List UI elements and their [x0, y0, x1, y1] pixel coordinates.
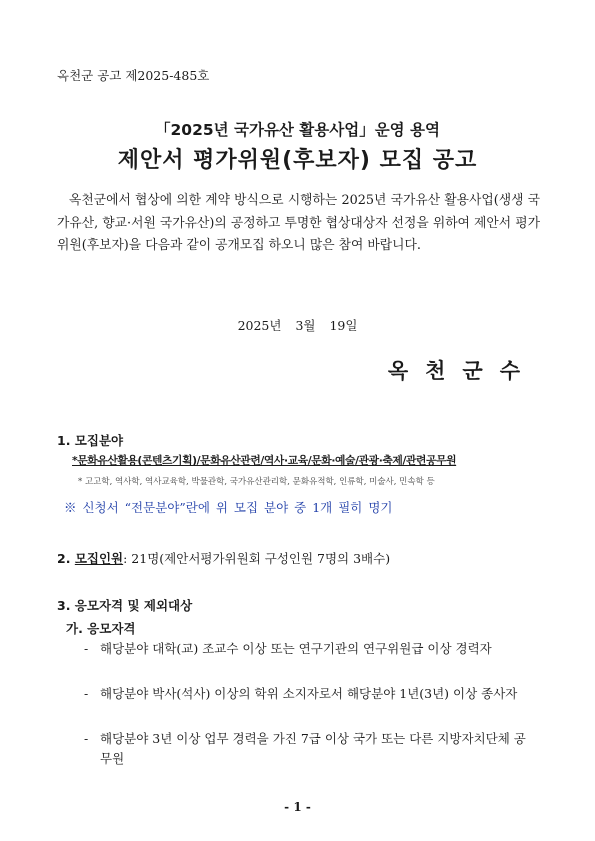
recruit-fields-detail: * 고고학, 역사학, 역사교육학, 박물관학, 국가유산관리학, 문화유적학, 인류학, 미술사, 민속학 등: [78, 477, 435, 487]
issuer-name: 옥천군수: [387, 359, 537, 383]
section-3-heading: 3. 응모자격 및 제외대상: [57, 598, 193, 613]
section-2-heading: [57, 549, 390, 567]
requirement-item: [84, 684, 534, 704]
requirement-item: [84, 639, 534, 659]
intro-paragraph: [57, 190, 540, 258]
requirement-text: 해당분야 3년 이상 업무 경력을 가진 7급 이상 국가 또는 다른 지방자치단체 공무원: [100, 731, 526, 766]
requirement-item: [84, 729, 534, 769]
section-3-subheading: 가. 응모자격: [66, 621, 136, 636]
page-number: - 1 -: [284, 800, 311, 814]
section-2-value: : 21명(제안서평가위원회 구성인원 7명의 3배수): [123, 551, 391, 566]
bullet-dash: -: [84, 731, 89, 746]
requirement-text: 해당분야 박사(석사) 이상의 학위 소지자로서 해당분야 1년(3년) 이상 종사자: [100, 686, 518, 701]
section-2-number: 2.: [57, 551, 71, 566]
requirement-text: 해당분야 대학(교) 조교수 이상 또는 연구기관의 연구위원급 이상 경력자: [100, 641, 492, 656]
section-1-heading: 1. 모집분야: [57, 433, 124, 448]
bullet-dash: -: [84, 641, 89, 656]
section-2-label: 모집인원: [74, 551, 124, 566]
notice-number: 옥천군 공고 제2025-485호: [57, 68, 210, 83]
field-note: ※ 신청서 “전문분야”란에 위 모집 분야 중 1개 필히 명기: [64, 500, 393, 515]
recruit-fields: *문화유산활용(콘텐츠기획)/문화유산관련/역사·교육/문화·예술/관광·축제/관련공무원: [72, 454, 457, 467]
notice-date: 2025년 3월 19일: [237, 318, 358, 333]
bullet-dash: -: [84, 686, 89, 701]
page-title: 제안서 평가위원(후보자) 모집 공고: [117, 148, 478, 173]
title-subheading: 「2025년 국가유산 활용사업」운영 용역: [155, 121, 440, 139]
intro-text: 옥천군에서 협상에 의한 계약 방식으로 시행하는 2025년 국가유산 활용사업(생생 국가유산, 향교·서원 국가유산)의 공정하고 투명한 협상대상자 선정을 위하여 제안서 평가위원(후보자)을 다음과 같이 공개모집 하오니 많은 참여 바랍니다.: [57, 193, 540, 253]
